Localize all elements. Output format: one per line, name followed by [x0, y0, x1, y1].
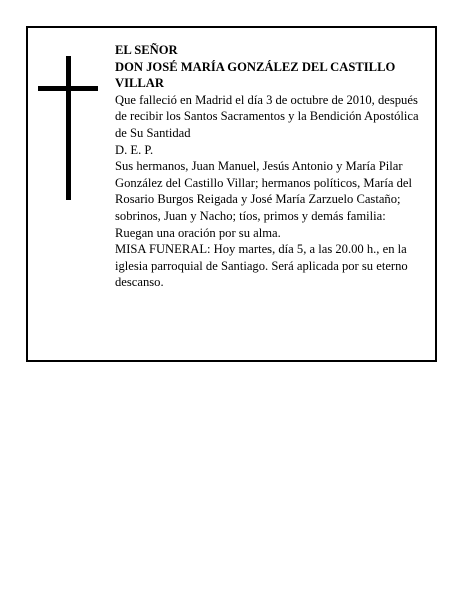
prayer-request: Ruegan una oración por su alma. [115, 225, 281, 240]
family-list: Sus hermanos, Juan Manuel, Jesús Antonio y María Pilar González del Castillo Villar; hermanos políticos, María del Rosario Burgos Reigada y José María Zarzuelo Castaño; sobrinos, Juan y Nacho; tíos, primos y demás familia: [115, 159, 412, 223]
notice-text [115, 42, 425, 291]
death-details: Que falleció en Madrid el día 3 de octubre de 2010, después de recibir los Santos Sacramentos y la Bendición Apostólica de Su Santidad [115, 92, 419, 140]
cross-vertical-bar [66, 56, 71, 200]
funeral-mass-details: MISA FUNERAL: Hoy martes, día 5, a las 20.00 h., en la iglesia parroquial de Santiago. Será aplicada por su eterno descanso. [115, 242, 408, 290]
notice-title: EL SEÑOR [115, 43, 178, 57]
obituary-notice [26, 26, 437, 362]
rip-line: D. E. P. [115, 142, 154, 157]
cross-icon [38, 56, 98, 200]
cross-horizontal-bar [38, 86, 98, 91]
deceased-name: DON JOSÉ MARÍA GONZÁLEZ DEL CASTILLO VILLAR [115, 59, 396, 91]
